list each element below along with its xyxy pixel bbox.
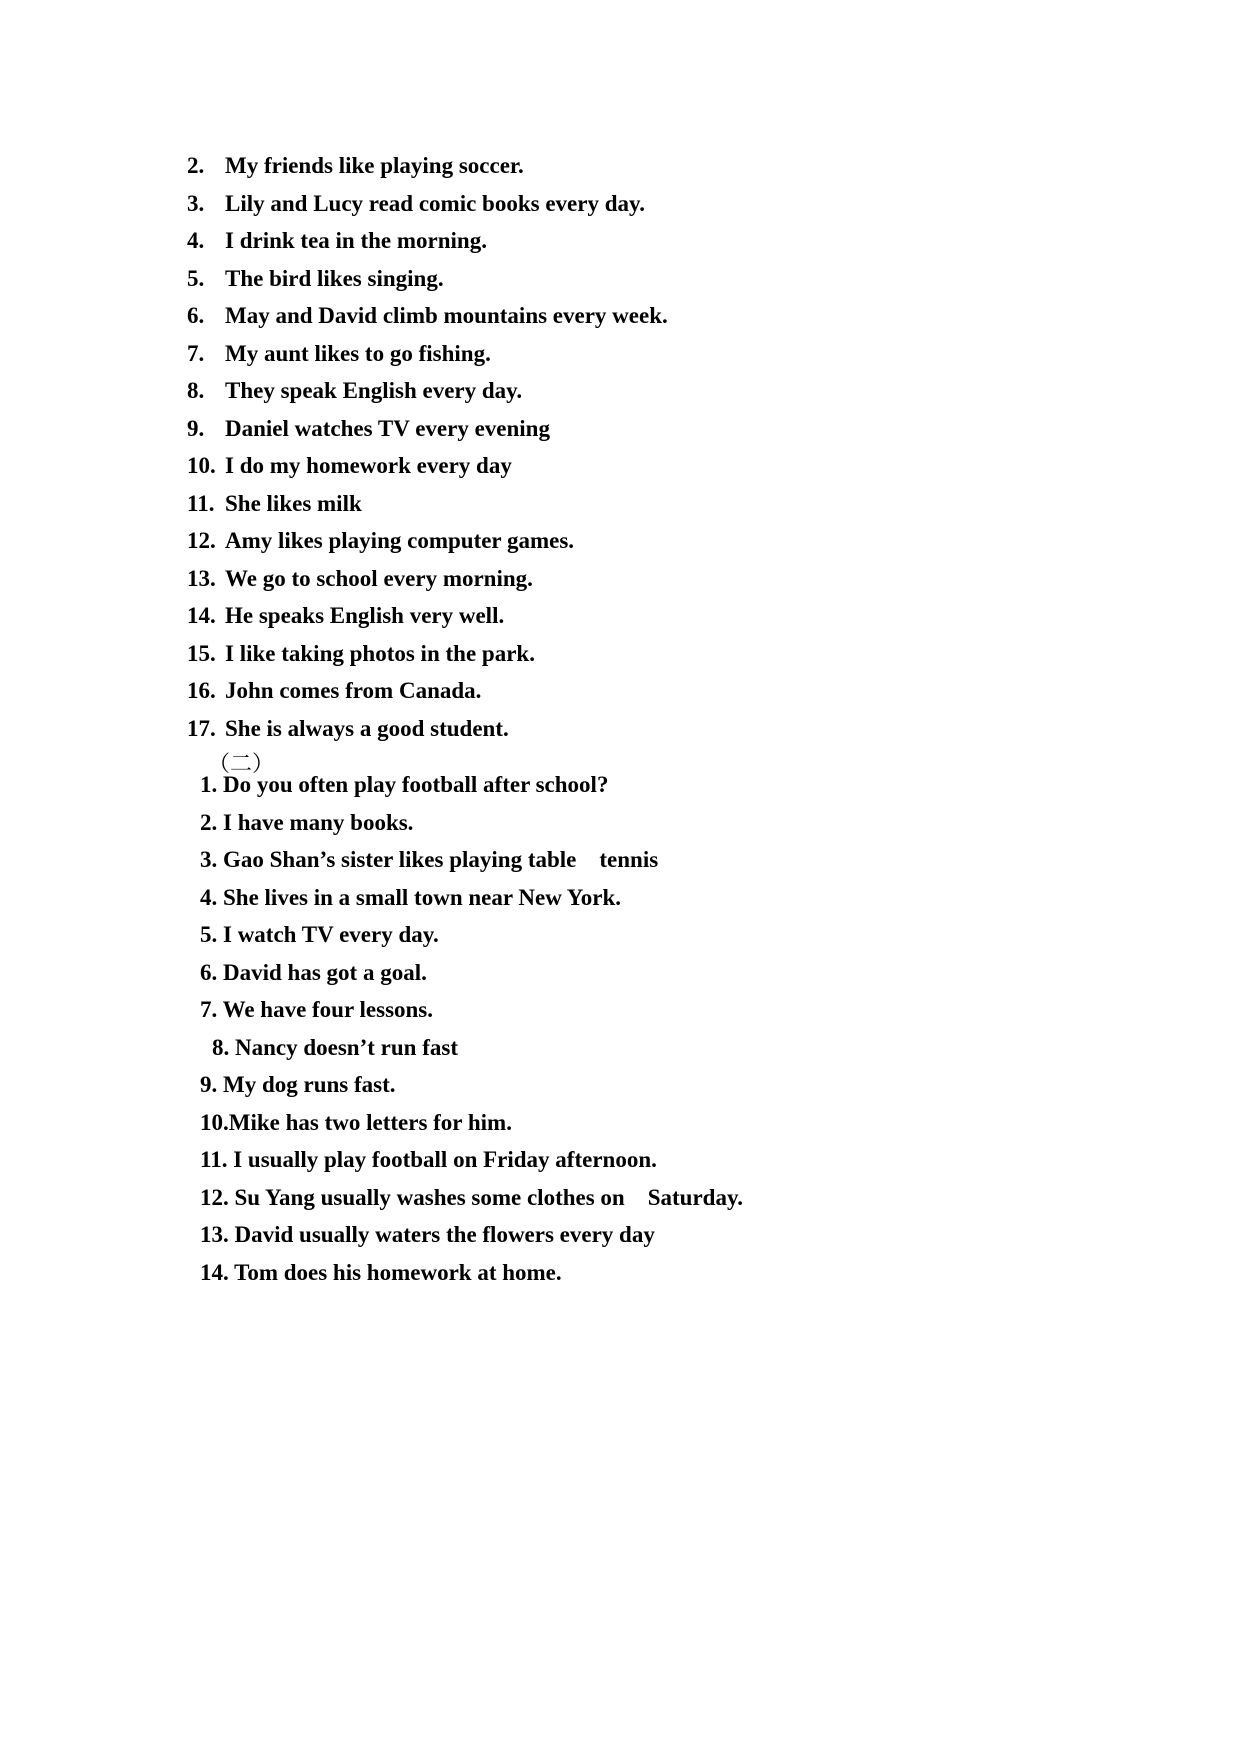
list-item [0,922,1241,960]
item-number: 17. [187,715,216,741]
item-text: The bird likes singing. [225,265,444,291]
item-number: 10. [187,453,216,478]
item-text: John comes from Canada. [225,678,482,703]
item-number: 7. [187,340,205,366]
list-item [0,341,1241,379]
item-text: My friends like playing soccer. [225,153,524,178]
item-text: 1. Do you often play football after school? [200,772,609,797]
section-heading: （二） [208,752,275,777]
list-item [0,603,1241,641]
list-item [0,1072,1241,1110]
list-item [0,266,1241,304]
item-text: 4. She lives in a small town near New York. [200,884,622,910]
item-text: 13. David usually waters the flowers every day [200,1222,655,1247]
list-item [0,716,1241,754]
item-text: Amy likes playing computer games. [225,528,575,553]
item-number: 3. [187,190,205,216]
item-text: She likes milk [225,490,362,516]
list-item [0,1035,1241,1073]
item-number: 5. [187,265,205,291]
item-text: 6. David has got a goal. [200,959,427,985]
item-number: 16. [187,678,216,703]
item-number: 6. [187,303,205,328]
item-text: 9. My dog runs fast. [200,1072,396,1097]
item-text: He speaks English very well. [225,603,505,628]
list-item [0,1147,1241,1185]
list-item [0,810,1241,848]
item-text: She is always a good student. [225,715,509,741]
item-number: 9. [187,415,205,441]
item-text: May and David climb mountains every week. [225,303,668,328]
item-text: 3. Gao Shan’s sister likes playing table tennis [200,847,659,872]
list-item [0,847,1241,885]
list-item [0,997,1241,1035]
item-text: 11. I usually play football on Friday afternoon. [200,1147,657,1172]
list-item [0,528,1241,566]
item-number: 12. [187,528,216,553]
list-item [0,191,1241,229]
item-text: We go to school every morning. [225,565,533,591]
list-item [0,378,1241,416]
item-text: I drink tea in the morning. [225,228,487,253]
item-number: 15. [187,640,216,666]
item-text: 7. We have four lessons. [200,997,434,1022]
item-text: 12. Su Yang usually washes some clothes on Saturday. [200,1184,743,1210]
item-text: My aunt likes to go fishing. [225,340,491,366]
list-item [0,153,1241,191]
item-number: 8. [187,378,205,403]
item-number: 4. [187,228,205,253]
item-number: 2. [187,153,205,178]
list-item [0,228,1241,266]
item-text: 8. Nancy doesn’t run fast [212,1034,458,1060]
item-text: 10.Mike has two letters for him. [200,1109,512,1135]
list-item [0,1185,1241,1223]
list-item [0,416,1241,454]
item-text: Daniel watches TV every evening [225,415,550,441]
list-item [0,303,1241,341]
list-item [0,885,1241,923]
list-item [0,1110,1241,1148]
item-number: 14. [187,603,216,628]
answer-list-section-two [0,772,1241,1297]
list-item [0,566,1241,604]
list-item [0,1260,1241,1298]
list-item [0,678,1241,716]
item-text: 5. I watch TV every day. [200,922,439,947]
list-item [0,491,1241,529]
list-item [0,1222,1241,1260]
list-item [0,772,1241,810]
list-item [0,453,1241,491]
item-text: 2. I have many books. [200,809,414,835]
item-text: I do my homework every day [225,453,512,478]
item-text: They speak English every day. [225,378,523,403]
item-number: 11. [187,490,215,516]
item-text: Lily and Lucy read comic books every day. [225,190,645,216]
item-text: I like taking photos in the park. [225,640,535,666]
answer-list-section-one [0,153,1241,753]
list-item [0,960,1241,998]
list-item [0,641,1241,679]
item-text: 14. Tom does his homework at home. [200,1259,562,1285]
item-number: 13. [187,565,216,591]
